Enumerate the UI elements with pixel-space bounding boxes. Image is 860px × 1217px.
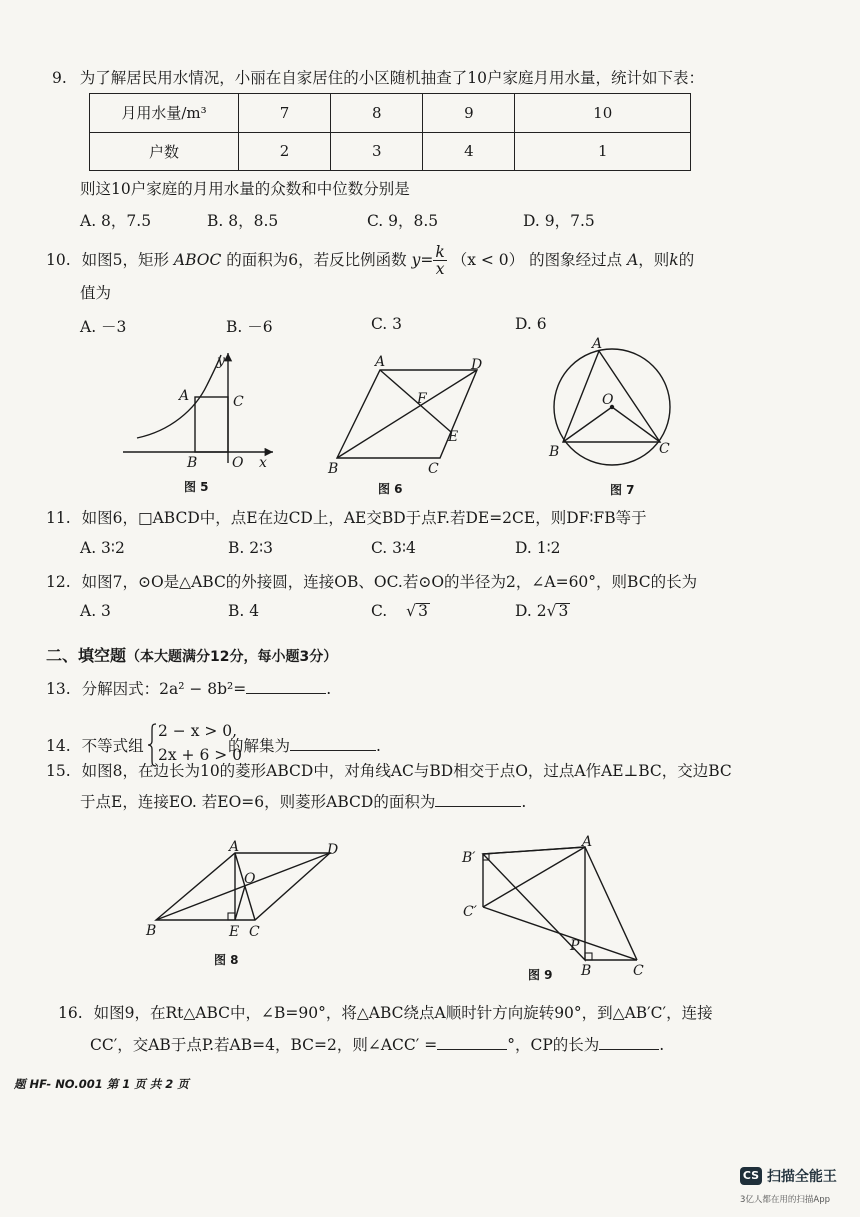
diagonal-bd [156, 853, 330, 920]
q16-number: 16. [58, 1004, 83, 1022]
q11-option-d: D. 1∶2 [515, 539, 561, 557]
label-a: A [375, 354, 386, 370]
q10-text-a: 如图5，矩形 [81, 250, 169, 269]
q14-prefix: 不等式组 [81, 737, 144, 755]
label-b: B [328, 461, 339, 477]
label-a: A [592, 336, 603, 352]
label-y: y [217, 353, 225, 369]
q14 [46, 734, 144, 756]
table-header-households: 户数 [90, 132, 239, 171]
segment-ab1 [483, 847, 585, 854]
q14-suffix: 的解集为 [228, 737, 291, 755]
segment-eo [235, 886, 245, 920]
q10-option-c: C. 3 [371, 315, 403, 333]
q13 [46, 677, 331, 699]
q9-option-a: A. 8，7.5 [80, 212, 152, 230]
q15-number: 15. [46, 762, 71, 780]
q11 [46, 506, 647, 528]
figure-9 [455, 832, 655, 980]
q14-inequality-1: 2 − x > 0, [158, 722, 238, 740]
label-a: A [582, 834, 593, 850]
table-cell: 1 [515, 132, 691, 171]
q9-number: 9. [52, 69, 67, 87]
q12-text: 如图7，⊙O是△ABC的外接圆，连接OB、OC.若⊙O的半径为2，∠A=60°，则BC的长为 [81, 573, 698, 591]
q14-number: 14. [46, 737, 71, 755]
table-cell: 7 [239, 94, 331, 133]
q10: 10. 如图5，矩形 ABOC 的面积为6，若反比例函数 y= $\frac{k}{x}$ （x < 0） 的图象经过点 A，则k的 [46, 243, 695, 279]
q16-angle-blank[interactable] [437, 1034, 507, 1051]
q10-condition: （x < 0） [451, 250, 525, 269]
label-e: E [448, 429, 459, 445]
section-2-note: （本大题满分12分，每小题3分） [126, 649, 338, 665]
table-cell: 4 [423, 132, 515, 171]
segments-ob-oc [563, 407, 660, 442]
q12-option-d: D. 2√ 3 [515, 602, 569, 620]
q16-end: . [659, 1036, 665, 1054]
q12-option-a: A. 3 [80, 602, 111, 620]
table-row [90, 94, 691, 133]
label-b: B [581, 963, 592, 979]
scanner-logo-icon: CS [740, 1167, 762, 1185]
q10-text-f: ，则 [638, 250, 670, 269]
q10-point-a: A [627, 250, 639, 269]
q15-line2-wrap [80, 790, 526, 812]
label-c: C [659, 441, 670, 457]
q12-option-c-radicand: 3 [418, 602, 428, 620]
figure-7-caption: 图 7 [610, 483, 635, 497]
figure-5-caption: 图 5 [184, 480, 209, 494]
q14-end: . [376, 737, 381, 755]
q9 [52, 66, 704, 88]
label-a: A [229, 839, 240, 855]
label-f: F [417, 391, 427, 407]
q10-fraction: $\frac{k}{x}$ [435, 243, 445, 279]
q10-fn-y: y [411, 250, 421, 269]
q12-option-c-prefix: C. [371, 602, 388, 620]
table-cell: 9 [423, 94, 515, 133]
label-e: E [229, 924, 240, 940]
q16-cp-blank[interactable] [599, 1034, 659, 1051]
label-c: C [249, 924, 260, 940]
figure-8-caption: 图 8 [214, 953, 239, 967]
q9-option-d: D. 9，7.5 [523, 212, 595, 230]
q12-number: 12. [46, 573, 71, 591]
table-header-usage: 月用水量/m³ [90, 94, 239, 133]
section-2-title: 二、填空题 [46, 646, 127, 665]
q10-number: 10. [46, 250, 71, 269]
q12-option-c: C. √ 3 [371, 602, 428, 620]
q15-answer-blank[interactable] [435, 791, 521, 808]
table-cell: 8 [331, 94, 423, 133]
q16-line2b: °，CP的长为 [507, 1036, 600, 1054]
q16-line1: 如图9，在Rt△ABC中，∠B=90°，将△ABC绕点A顺时针方向旋转90°，到△AB′C′，连接 [93, 1004, 713, 1022]
scanner-watermark [740, 1166, 837, 1186]
label-d: D [327, 842, 339, 858]
segment-ac1 [483, 847, 585, 907]
table-cell: 2 [239, 132, 331, 171]
label-d: D [471, 357, 483, 373]
q11-number: 11. [46, 509, 71, 527]
label-a: A [179, 388, 190, 404]
q9-question: 则这10户家庭的月用水量的众数和中位数分别是 [80, 180, 410, 198]
table-row [90, 132, 691, 171]
water-usage-table [89, 93, 691, 171]
figure-7 [540, 332, 680, 482]
q10-rect-name: ABOC [173, 250, 222, 269]
q12-option-d-radicand: 3 [558, 602, 569, 620]
label-p: P [570, 938, 580, 954]
label-b: B [187, 455, 198, 470]
table-cell: 10 [515, 94, 691, 133]
q11-option-b: B. 2∶3 [228, 539, 274, 557]
figure-9-caption: 图 9 [528, 968, 553, 982]
label-o: O [232, 455, 244, 470]
q10-option-d: D. 6 [515, 315, 547, 333]
q15-line1: 如图8，在边长为10的菱形ABCD中，对角线AC与BD相交于点O，过点A作AE⊥BC，交边BC [81, 762, 732, 780]
section-2-heading [46, 643, 337, 666]
rectangle-abo-c [195, 397, 228, 452]
figure-6-caption: 图 6 [378, 482, 403, 496]
q12-option-d-prefix: D. 2 [515, 602, 547, 620]
q10-line2: 值为 [80, 284, 112, 302]
q12-option-b: B. 4 [228, 602, 260, 620]
q9-text: 为了解居民用水情况，小丽在自家居住的小区随机抽查了10户家庭月用水量，统计如下表： [79, 69, 704, 87]
q10-text-d: 的图象经过点 [529, 250, 623, 269]
q10-option-a: A. －3 [80, 318, 127, 336]
q15-line2: 于点E，连接EO. 若EO=6，则菱形ABCD的面积为 [80, 793, 436, 811]
label-o: O [602, 392, 614, 408]
label-c: C [428, 461, 439, 477]
q10-k: k [669, 250, 679, 269]
q13-end: . [326, 680, 332, 698]
q10-option-b: B. －6 [226, 318, 273, 336]
q14-inequality-2: 2x + 6 > 0 [158, 746, 243, 764]
label-o: O [244, 871, 256, 887]
q9-option-b: B. 8，8.5 [207, 212, 279, 230]
q13-text: 分解因式：2a² − 8b²= [81, 680, 247, 698]
label-c: C [633, 963, 644, 979]
table-cell: 3 [331, 132, 423, 171]
right-angle-mark [228, 913, 235, 920]
figure-5 [115, 345, 285, 470]
q10-text-h: 的 [678, 250, 695, 269]
figure-8 [140, 838, 355, 943]
q16-line2-wrap [90, 1033, 664, 1055]
label-b: B [146, 923, 157, 939]
q10-text-c: 的面积为6，若反比例函数 [226, 250, 407, 269]
figure-6 [325, 352, 495, 477]
segment-ac [585, 847, 637, 960]
q13-number: 13. [46, 680, 71, 698]
q16 [58, 1001, 713, 1023]
segment-cc1 [483, 907, 637, 960]
label-c: C [233, 394, 244, 410]
q11-option-a: A. 3∶2 [80, 539, 125, 557]
q14-suffix-line [228, 734, 381, 756]
q13-answer-blank[interactable] [246, 678, 326, 695]
q15-end: . [521, 793, 527, 811]
right-angle-mark-b [585, 953, 592, 960]
label-b-prime: B′ [462, 850, 476, 866]
label-c-prime: C′ [463, 904, 477, 920]
scanner-tagline: 3亿人都在用的扫描App [740, 1195, 831, 1205]
scanner-name: 扫描全能王 [766, 1169, 837, 1185]
label-x: x [259, 455, 267, 470]
q15 [46, 759, 732, 781]
q11-text: 如图6，□ABCD中，点E在边CD上，AE交BD于点F.若DE=2CE，则DF∶FB等于 [81, 509, 647, 527]
q12 [46, 570, 697, 592]
segment-ae [380, 370, 451, 432]
q9-option-c: C. 9，8.5 [367, 212, 439, 230]
q14-answer-blank[interactable] [290, 735, 376, 752]
label-b: B [549, 444, 560, 460]
q11-option-c: C. 3∶4 [371, 539, 416, 557]
page-footer: 题 HF- NO.001 第 1 页 共 2 页 [14, 1077, 189, 1091]
q16-line2a: CC′，交AB于点P.若AB=4，BC=2，则∠ACC′ = [90, 1036, 438, 1054]
